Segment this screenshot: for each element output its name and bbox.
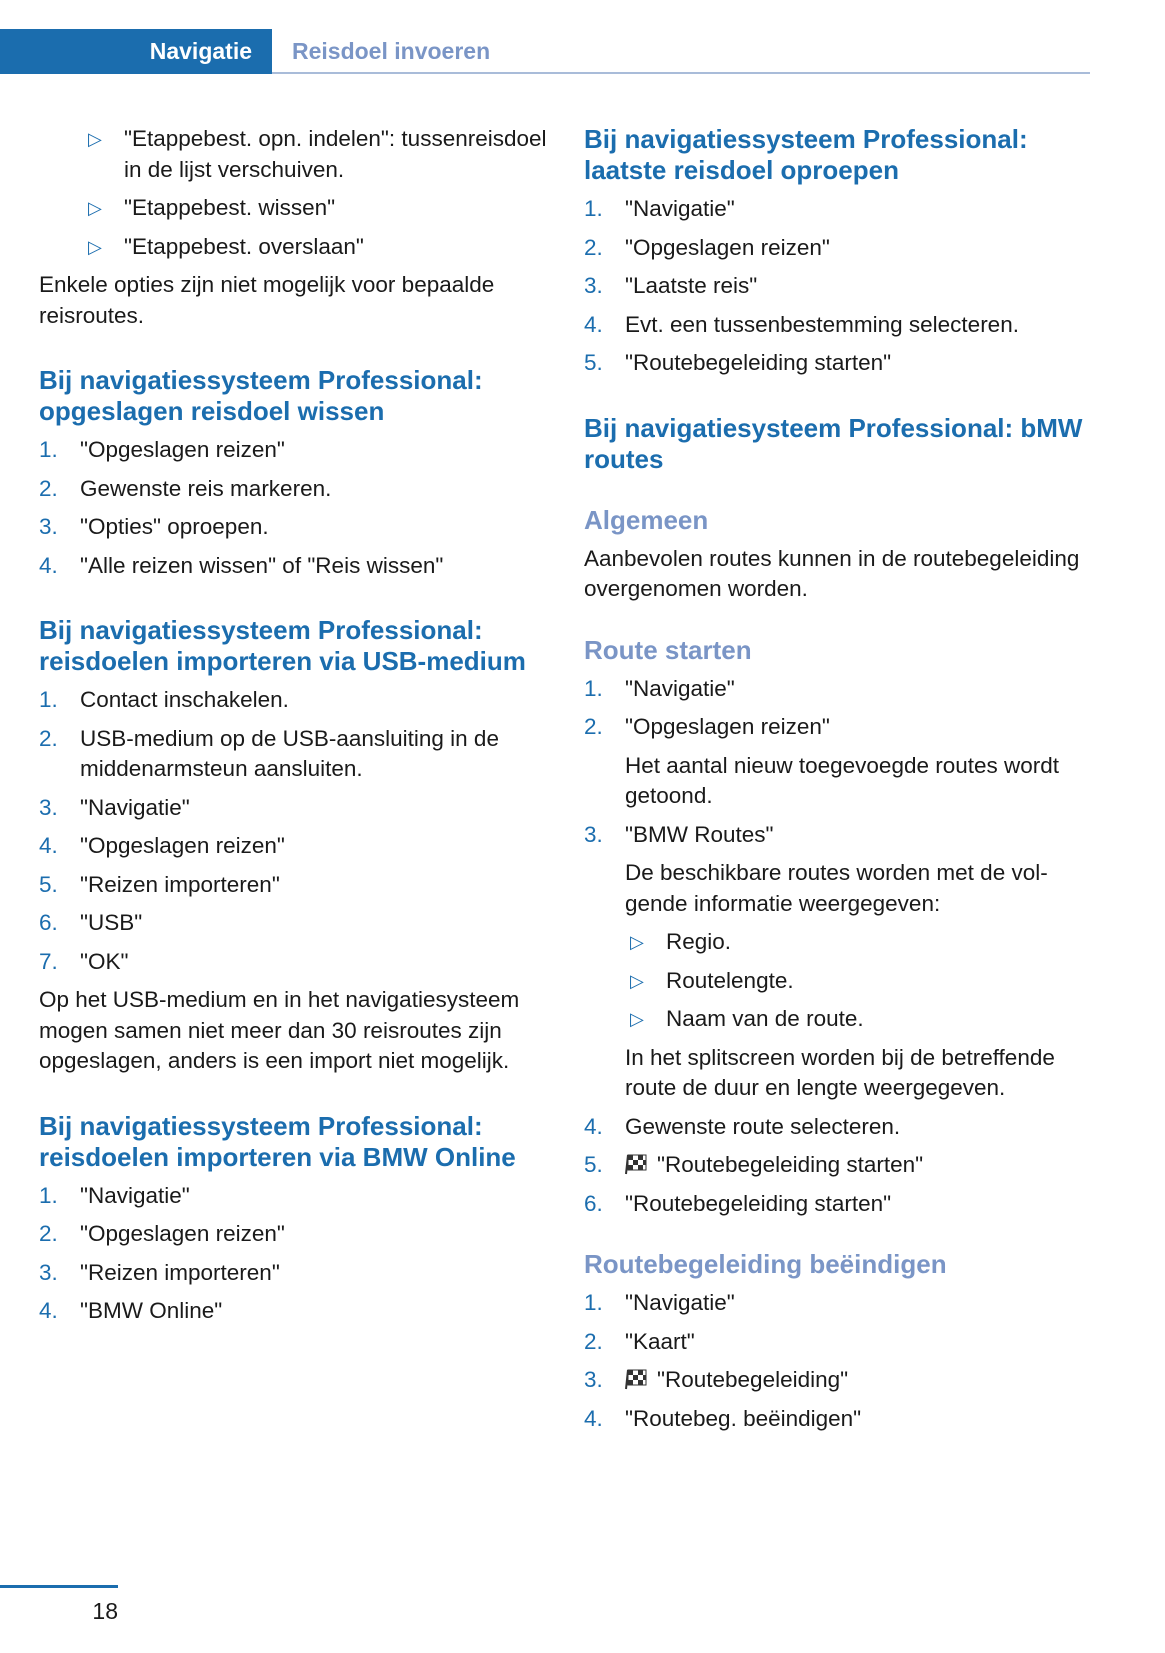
section-heading: Bij navigatiesysteem Professional: bMW routes bbox=[584, 412, 1083, 474]
step-item: 4. "Alle reizen wissen" of "Reis wissen" bbox=[39, 552, 444, 578]
triangle-bullet-icon: ▷ bbox=[88, 129, 102, 149]
step-detail: De beschikbare routes worden met de volgende informatie weergegeven: bbox=[625, 860, 1048, 916]
subsection-heading: Routebegeleiding beëindigen bbox=[584, 1249, 947, 1279]
step-item: 6. "USB" bbox=[39, 910, 143, 935]
step-item: 2. Gewenste reis markeren. bbox=[39, 475, 332, 501]
step-item: 2. USB-medium op de USB-aansluiting in de middenarmsteun aansluiten. bbox=[39, 725, 499, 781]
step-item: 1. "Navigatie" bbox=[584, 196, 735, 221]
section-heading: Bij navigatiessysteem Professional: reisdoelen importeren via USB-medium bbox=[39, 615, 526, 676]
step-detail: In het splitscreen worden bij de betreffende route de duur en lengte weergegeven. bbox=[625, 1044, 1055, 1100]
list-item: ▷ "Etappebest. opn. indelen": tussenreisdoel in de lijst verschuiven. bbox=[88, 126, 547, 182]
step-item: 3. "Routebegeleiding" bbox=[584, 1367, 849, 1392]
footer-divider bbox=[0, 1585, 118, 1588]
step-item: 5. "Reizen importeren" bbox=[39, 871, 280, 897]
checkered-flag-icon bbox=[625, 1153, 647, 1175]
step-item: 1. "Navigatie" bbox=[584, 675, 735, 701]
step-item: 1. "Navigatie" bbox=[39, 1182, 190, 1208]
section-tab bbox=[0, 29, 272, 74]
options-bullet-list bbox=[83, 124, 549, 262]
list-item: ▷ Routelengte. bbox=[625, 966, 1084, 997]
list-item: ▷ "Etappebest. wissen" bbox=[83, 193, 549, 224]
triangle-bullet-icon: ▷ bbox=[630, 1009, 644, 1029]
step-detail: Het aantal nieuw toegevoegde routes wordt getoond. bbox=[625, 752, 1060, 808]
steps-list bbox=[584, 1288, 1084, 1434]
right-column bbox=[584, 124, 1084, 1442]
triangle-bullet-icon: ▷ bbox=[88, 236, 102, 257]
steps-list bbox=[39, 1181, 549, 1327]
steps-list bbox=[584, 674, 1084, 1220]
left-column bbox=[39, 124, 549, 1335]
steps-list bbox=[39, 435, 549, 581]
step-item: 3. "Reizen importeren" bbox=[39, 1259, 280, 1285]
triangle-bullet-icon: ▷ bbox=[88, 198, 102, 218]
step-item: 2. "Opgeslagen reizen" Het aantal nieuw toegevoegde routes wordt getoond. bbox=[584, 712, 1084, 812]
triangle-bullet-icon: ▷ bbox=[630, 932, 644, 952]
step-item: 5. "Routebegeleiding starten" bbox=[584, 350, 892, 375]
step-item: 2. "Opgeslagen reizen" bbox=[39, 1221, 285, 1246]
steps-list bbox=[584, 194, 1084, 379]
step-item: 1. "Opgeslagen reizen" bbox=[39, 437, 285, 462]
checkered-flag-icon bbox=[625, 1368, 647, 1390]
list-item: ▷ Naam van de route. bbox=[625, 1004, 1084, 1035]
step-item: 2. "Kaart" bbox=[584, 1328, 695, 1354]
step-item: 2. "Opgeslagen reizen" bbox=[584, 234, 830, 260]
steps-list bbox=[39, 685, 549, 977]
page-number: 18 bbox=[92, 1598, 118, 1624]
list-item: ▷ "Etappebest. overslaan" bbox=[83, 232, 549, 263]
section-heading: Bij navigatiessysteem Professional: laatste reisdoel oproepen bbox=[584, 124, 1028, 185]
triangle-bullet-icon: ▷ bbox=[630, 970, 644, 991]
step-item: 3. "Navigatie" bbox=[39, 794, 190, 820]
page-header bbox=[0, 29, 1090, 75]
step-item: 6. "Routebegeleiding starten" bbox=[584, 1190, 892, 1216]
usb-note: Op het USB-medium en in het navigatiesysteem mogen samen niet meer dan 30 reisroutes zijn opgeslagen, anders is een import niet mogelijk. bbox=[39, 987, 520, 1073]
step-item: 1. Contact inschakelen. bbox=[39, 687, 289, 712]
step-item: 4. Evt. een tussenbestemming selecteren. bbox=[584, 311, 1019, 337]
step-item: 1. "Navigatie" bbox=[584, 1290, 735, 1315]
route-info-bullet-list bbox=[625, 927, 1084, 1035]
step-item: 4. Gewenste route selecteren. bbox=[584, 1113, 901, 1139]
algemeen-text: Aanbevolen routes kunnen in de routebegeleiding overgenomen worden. bbox=[584, 545, 1080, 601]
list-item: ▷ Regio. bbox=[625, 927, 1084, 958]
step-item: 3. "Opties" oproepen. bbox=[39, 514, 269, 539]
subsection-title: Reisdoel invoeren bbox=[292, 38, 491, 64]
section-title: Navigatie bbox=[149, 38, 252, 64]
step-item: 7. "OK" bbox=[39, 948, 129, 974]
step-item: 4. "BMW Online" bbox=[39, 1298, 223, 1323]
intro-note: Enkele opties zijn niet mogelijk voor bepaalde reisroutes. bbox=[39, 272, 495, 328]
step-item: 3. "BMW Routes" De beschikbare routes worden met de volgende informatie weergegeven: ▷ Regio. ▷ Routelengte. ▷ Naam van de route. In het splitscreen worden bij de betreffende route de duur en lengte weergegeven. bbox=[584, 820, 1084, 1104]
header-divider bbox=[272, 72, 1090, 74]
subsection-heading: Algemeen bbox=[584, 504, 709, 535]
section-heading: Bij navigatiessysteem Professional: opgeslagen reisdoel wissen bbox=[39, 365, 483, 426]
subsection-heading: Route starten bbox=[584, 634, 752, 665]
step-item: 4. "Routebeg. beëindigen" bbox=[584, 1405, 862, 1431]
step-item: 5. "Routebegeleiding starten" bbox=[584, 1152, 924, 1177]
step-item: 3. "Laatste reis" bbox=[584, 273, 758, 298]
step-item: 4. "Opgeslagen reizen" bbox=[39, 833, 285, 858]
section-heading: Bij navigatiessysteem Professional: reisdoelen importeren via BMW Online bbox=[39, 1110, 516, 1172]
